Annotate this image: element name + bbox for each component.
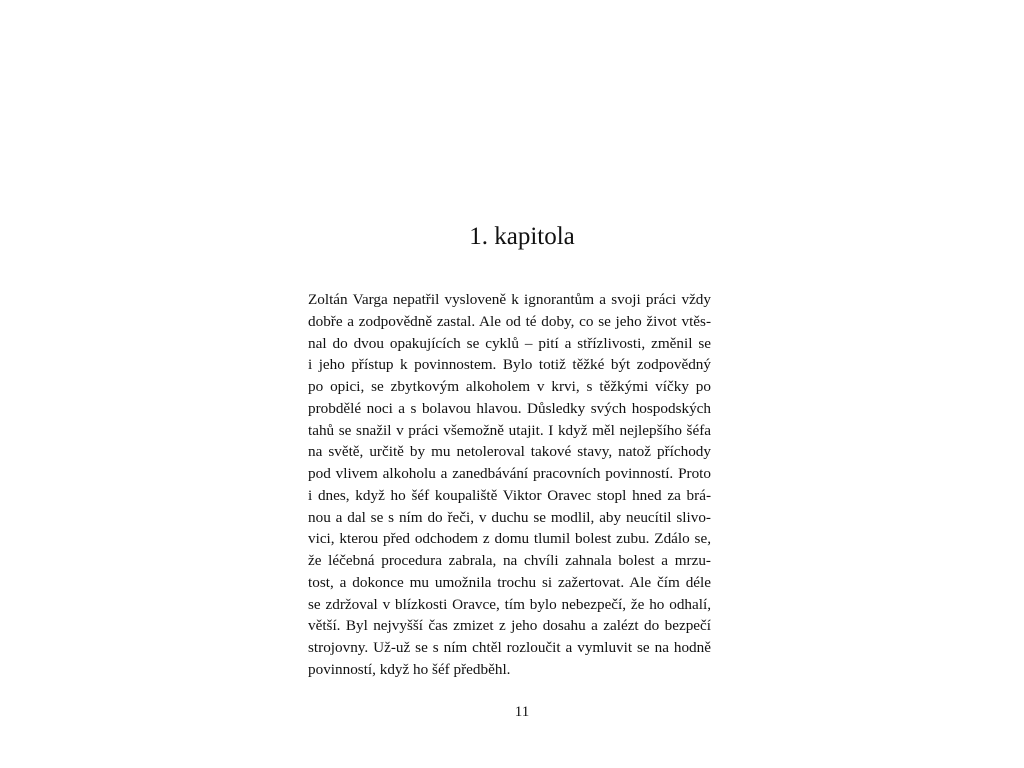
chapter-body	[308, 289, 711, 681]
text-line: probdělé noci a s bolavou hlavou. Důsledky svých hospodských	[308, 399, 711, 417]
text-line: povinností, když ho šéf předběhl.	[308, 660, 511, 678]
text-line: tost, a dokonce mu umožnila trochu si zažertovat. Ale čím déle	[308, 573, 711, 591]
text-line: se zdržoval v blízkosti Oravce, tím bylo nebezpečí, že ho odhalí,	[308, 595, 711, 613]
chapter-title: 1. kapitola	[469, 223, 575, 250]
text-line: vici, kterou před odchodem z domu tlumil bolest zubu. Zdálo se,	[308, 530, 711, 548]
text-line: dobře a zodpovědně zastal. Ale od té doby, co se jeho život vtěs-	[308, 312, 711, 330]
text-line: tahů se snažil v práci všemožně utajit. I když měl nejlepšího šéfa	[308, 421, 711, 439]
text-line: Zoltán Varga nepatřil vysloveně k ignorantům a svoji práci vždy	[308, 291, 711, 308]
text-line: větší. Byl nejvyšší čas zmizet z jeho dosahu a zalézt do bezpečí	[308, 617, 711, 635]
text-line: i dnes, když ho šéf koupaliště Viktor Oravec stopl hned za brá-	[308, 486, 711, 504]
text-line: nal do dvou opakujících se cyklů – pití a střízlivosti, změnil se	[308, 334, 711, 352]
text-line: strojovny. Už-už se s ním chtěl rozloučit a vymluvit se na hodně	[308, 639, 711, 656]
text-line: po opici, se zbytkovým alkoholem v krvi, s těžkými víčky po	[308, 378, 711, 395]
text-line: nou a dal se s ním do řeči, v duchu se modlil, aby neucítil slivo-	[308, 508, 711, 526]
text-line: že léčebná procedura zabrala, na chvíli zahnala bolest a mrzu-	[308, 552, 711, 569]
text-line: na světě, určitě by mu netoleroval takové stavy, natož příchody	[308, 443, 711, 461]
text-line: pod vlivem alkoholu a zanedbávání pracovních povinností. Proto	[308, 465, 711, 482]
page-number: 11	[514, 704, 530, 720]
text-line: i jeho přístup k povinnostem. Bylo totiž těžké být zodpovědný	[308, 356, 711, 374]
